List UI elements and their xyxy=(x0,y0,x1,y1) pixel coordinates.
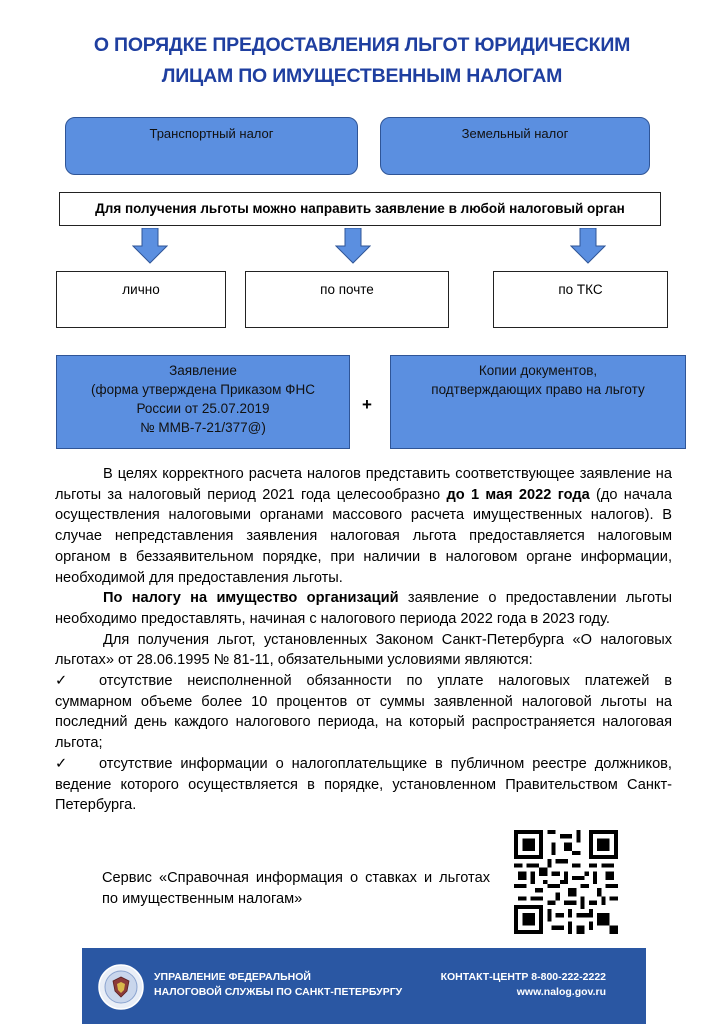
method-in-person-box xyxy=(56,271,226,328)
method-tks-box xyxy=(493,271,668,328)
arrow-down-icon xyxy=(570,228,606,264)
checkmark-icon: ✓ xyxy=(55,673,68,690)
condition-item-2-text: отсутствие информации о налогоплательщике в публичном реестре должников, ведение которого осуществляется в порядке, установленном Правительством Санкт-Петербурга. xyxy=(55,755,672,814)
land-tax-box xyxy=(380,117,650,175)
paragraph-property-tax xyxy=(55,588,672,629)
property-tax-text: заявление о предоставлении льготы необходимо предоставлять, начиная с налогового периода 2022 года в 2023 году. xyxy=(55,590,672,627)
contact-info xyxy=(441,970,606,1000)
paragraph-deadline-text-a: В целях корректного расчета налогов представить соответствующее заявление на льготы за налоговый период 2021 года целесообразно xyxy=(55,466,672,503)
arrow-down-icon xyxy=(132,228,168,264)
application-line-3: России от 25.07.2019 xyxy=(136,401,270,416)
application-line-2: (форма утверждена Приказом ФНС xyxy=(91,382,315,397)
fns-emblem-icon xyxy=(98,964,144,1010)
page-title xyxy=(40,30,684,92)
condition-item-2 xyxy=(55,754,672,816)
method-by-mail-box xyxy=(245,271,449,328)
method-tks-label: по ТКС xyxy=(558,282,603,297)
document-copies-line-1: Копии документов, xyxy=(478,363,598,378)
application-line-1: Заявление xyxy=(169,363,237,378)
org-name-line-2: НАЛОГОВОЙ СЛУЖБЫ ПО САНКТ-ПЕТЕРБУРГУ xyxy=(154,986,403,998)
condition-item-1 xyxy=(55,671,672,754)
application-box xyxy=(56,355,350,449)
application-line-4: № ММВ-7-21/377@) xyxy=(140,420,266,435)
method-by-mail-label: по почте xyxy=(320,282,374,297)
paragraph-deadline-text-b: (до начала осуществления налоговыми органами массового расчета имущественных налогов). В случае непредставления заявления налоговая льгота предоставляется налоговым органом в беззаявительном порядке, при наличии в налоговом органе информации, необходимой для предоставления льготы. xyxy=(55,486,673,586)
qr-code-icon[interactable] xyxy=(514,830,618,934)
method-in-person-label: лично xyxy=(122,282,160,297)
land-tax-label: Земельный налог xyxy=(461,126,569,141)
arrow-down-icon xyxy=(335,228,371,264)
paragraph-conditions: Для получения льгот, установленных Законом Санкт-Петербурга «О налоговых льготах» от 28.06.1995 № 81-11, обязательными условиями являются: xyxy=(55,631,672,669)
deadline-date: до 1 мая 2022 года xyxy=(446,486,590,503)
title-line-2: ЛИЦАМ ПО ИМУЩЕСТВЕННЫМ НАЛОГАМ xyxy=(161,65,563,87)
transport-tax-box xyxy=(65,117,358,175)
condition-item-1-text: отсутствие неисполненной обязанности по уплате налоговых платежей в суммарном объеме более 10 процентов от суммы заявленной налоговой льготы на последний день каждого налогового периода, на который распространяется налоговая льгота; xyxy=(55,673,672,752)
document-copies-box xyxy=(390,355,686,449)
paragraph-deadline xyxy=(55,464,672,588)
property-tax-heading: По налогу на имущество организаций xyxy=(103,590,399,607)
title-line-1: О ПОРЯДКЕ ПРЕДОСТАВЛЕНИЯ ЛЬГОТ ЮРИДИЧЕСКИМ xyxy=(93,34,631,56)
plus-sign: + xyxy=(362,395,372,414)
checkmark-icon: ✓ xyxy=(55,755,68,772)
transport-tax-label: Транспортный налог xyxy=(149,126,274,141)
website-link[interactable]: www.nalog.gov.ru xyxy=(516,986,606,998)
footer-bar xyxy=(82,948,646,1024)
document-copies-line-2: подтверждающих право на льготу xyxy=(431,382,645,397)
any-tax-office-banner: Для получения льготы можно направить заявление в любой налоговый орган xyxy=(59,192,661,226)
org-name xyxy=(154,970,402,1000)
org-name-line-1: УПРАВЛЕНИЕ ФЕДЕРАЛЬНОЙ xyxy=(154,971,311,983)
contact-center: КОНТАКТ-ЦЕНТР 8-800-222-2222 xyxy=(440,971,606,983)
body-text xyxy=(55,464,672,816)
service-reference-text: Сервис «Справочная информация о ставках и льготах по имущественным налогам» xyxy=(102,870,490,907)
